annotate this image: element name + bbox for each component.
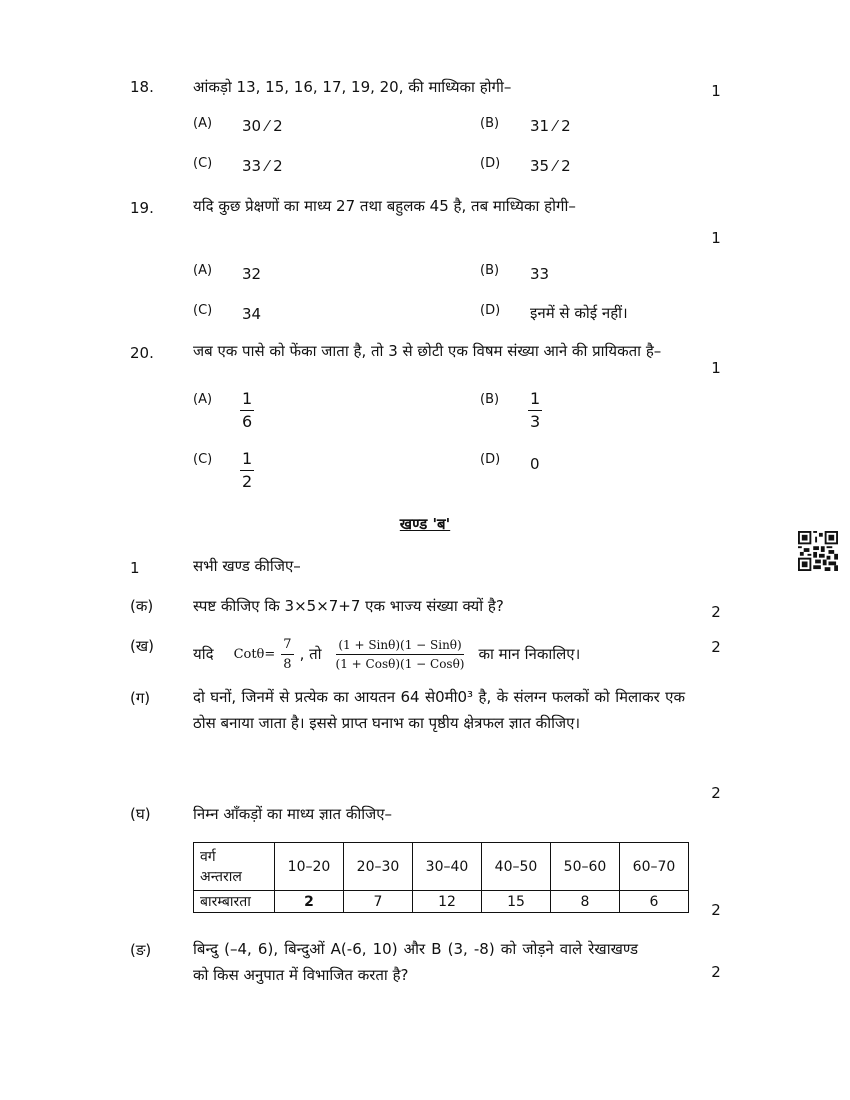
- table-cell-interval: 50–60: [551, 843, 620, 891]
- q19-option-d-label: (D): [480, 303, 501, 318]
- part-kha-cot-denominator: 8: [283, 656, 292, 672]
- part-ga-label: (ग): [130, 689, 151, 707]
- part-kha-post: का मान निकालिए।: [478, 645, 581, 663]
- table-cell-frequency: 8: [551, 891, 620, 913]
- q19-marks: 1: [711, 229, 721, 247]
- q20-option-d-label: (D): [480, 452, 501, 467]
- table-cell-frequency: 6: [620, 891, 689, 913]
- q18-option-a-label: (A): [193, 116, 213, 131]
- q19-option-a-value: 32: [242, 265, 262, 283]
- table-cell-interval: 20–30: [344, 843, 413, 891]
- q20-option-a-fraction: [240, 390, 254, 430]
- q18-text: आंकड़ो 13, 15, 16, 17, 19, 20, की माध्यिका होगी–: [193, 78, 512, 96]
- table-row-frequencies: [194, 891, 689, 913]
- q20-option-b-fraction: [528, 390, 542, 430]
- q18-option-c-value: 33 ⁄ 2: [242, 157, 283, 175]
- table-cell-frequency: 7: [344, 891, 413, 913]
- table-header-interval-line2: अन्तराल: [200, 868, 242, 885]
- part-ka-marks: 2: [711, 603, 721, 621]
- q18-marks: 1: [711, 82, 721, 100]
- q20-option-a-label: (A): [193, 392, 213, 407]
- table-row-intervals: [194, 843, 689, 891]
- q20-option-c-fraction: [240, 450, 254, 490]
- table-cell-frequency: 12: [413, 891, 482, 913]
- part-gha-label: (घ): [130, 805, 151, 823]
- table-header-interval: [194, 843, 275, 891]
- q19-option-a-label: (A): [193, 263, 213, 278]
- q20-option-d-value: 0: [530, 455, 540, 473]
- part-nga-label: (ङ): [130, 941, 152, 959]
- table-header-interval-line1: वर्ग: [200, 848, 216, 865]
- part-ga-marks: 2: [711, 784, 721, 802]
- part-nga-text: बिन्दु (–4, 6), बिन्दुओं A(-6, 10) और B (3, -8) को जोड़ने वाले रेखाखण्ड को किस अनुपात में विभाजित करता है?: [193, 940, 638, 984]
- q20-marks: 1: [711, 359, 721, 377]
- q19-number: 19.: [130, 199, 154, 217]
- table-cell-interval: 60–70: [620, 843, 689, 891]
- table-cell-interval: 40–50: [482, 843, 551, 891]
- q18-option-d-label: (D): [480, 156, 501, 171]
- section-heading: [0, 514, 850, 534]
- q20-option-a-numerator: 1: [240, 391, 254, 411]
- instruction-text: सभी खण्ड कीजिए–: [193, 557, 301, 575]
- q20-option-b-numerator: 1: [528, 391, 542, 411]
- part-kha-marks: 2: [711, 638, 721, 656]
- q20-number: 20.: [130, 344, 154, 362]
- frequency-table: [193, 842, 689, 913]
- q20-option-b-label: (B): [480, 392, 500, 407]
- part-ka-label: (क): [130, 597, 154, 615]
- part-gha-text: निम्न आँकड़ों का माध्य ज्ञात कीजिए–: [193, 805, 393, 823]
- table-cell-interval: 10–20: [275, 843, 344, 891]
- part-gha-marks: 2: [711, 901, 721, 919]
- q20-option-b-denominator: 3: [530, 412, 541, 431]
- q20-option-c-denominator: 2: [242, 472, 253, 491]
- q18-option-b-label: (B): [480, 116, 500, 131]
- part-kha-label: (ख): [130, 637, 154, 655]
- table-cell-frequency: 15: [482, 891, 551, 913]
- section-heading-text: खण्ड 'ब': [399, 515, 451, 533]
- table-cell-frequency: 2: [275, 891, 344, 913]
- part-kha-cot: Cotθ=: [233, 646, 276, 662]
- part-kha-expr-denominator: (1 + Cosθ)(1 − Cosθ): [335, 656, 465, 671]
- part-ga-text: दो घनों, जिनमें से प्रत्येक का आयतन 64 से0मी0³ है, के संलग्न फलकों को मिलाकर एक ठोस बनाया जाता है। इससे प्राप्त घनाभ का पृष्ठीय क्षेत्रफल ज्ञात कीजिए।: [193, 688, 685, 732]
- q20-option-c-label: (C): [193, 452, 213, 467]
- part-kha-cot-numerator: 7: [281, 638, 293, 655]
- frequency-table-wrapper: [193, 842, 689, 913]
- q19-option-b-value: 33: [530, 265, 550, 283]
- q20-text: जब एक पासे को फेंका जाता है, तो 3 से छोटी एक विषम संख्या आने की प्रायिकता है–: [193, 342, 662, 360]
- q19-option-b-label: (B): [480, 263, 500, 278]
- q19-text: यदि कुछ प्रेक्षणों का माध्य 27 तथा बहुलक 45 है, तब माध्यिका होगी–: [193, 197, 576, 215]
- q18-option-a-value: 30 ⁄ 2: [242, 117, 283, 135]
- q20-option-a-denominator: 6: [242, 412, 253, 431]
- part-ka-text: स्पष्ट कीजिए कि 3×5×7+7 एक भाज्य संख्या क्यों है?: [193, 597, 504, 615]
- q19-option-c-value: 34: [242, 305, 262, 323]
- table-header-frequency: बारम्बारता: [194, 891, 275, 913]
- q18-number: 18.: [130, 78, 154, 96]
- q18-option-c-label: (C): [193, 156, 213, 171]
- part-kha-to: , तो: [299, 645, 322, 663]
- part-kha-expr-numerator: (1 + Sinθ)(1 − Sinθ): [336, 639, 463, 655]
- q20-option-c-numerator: 1: [240, 451, 254, 471]
- instruction-number: 1: [130, 559, 140, 577]
- table-cell-interval: 30–40: [413, 843, 482, 891]
- part-kha-expression: [193, 634, 580, 674]
- q19-option-c-label: (C): [193, 303, 213, 318]
- part-nga-marks: 2: [711, 963, 721, 981]
- qr-code-icon: [798, 531, 838, 571]
- part-kha-pre: यदि: [193, 645, 214, 663]
- q19-option-d-value: इनमें से कोई नहीं।: [530, 304, 628, 322]
- q18-option-d-value: 35 ⁄ 2: [530, 157, 571, 175]
- q18-option-b-value: 31 ⁄ 2: [530, 117, 571, 135]
